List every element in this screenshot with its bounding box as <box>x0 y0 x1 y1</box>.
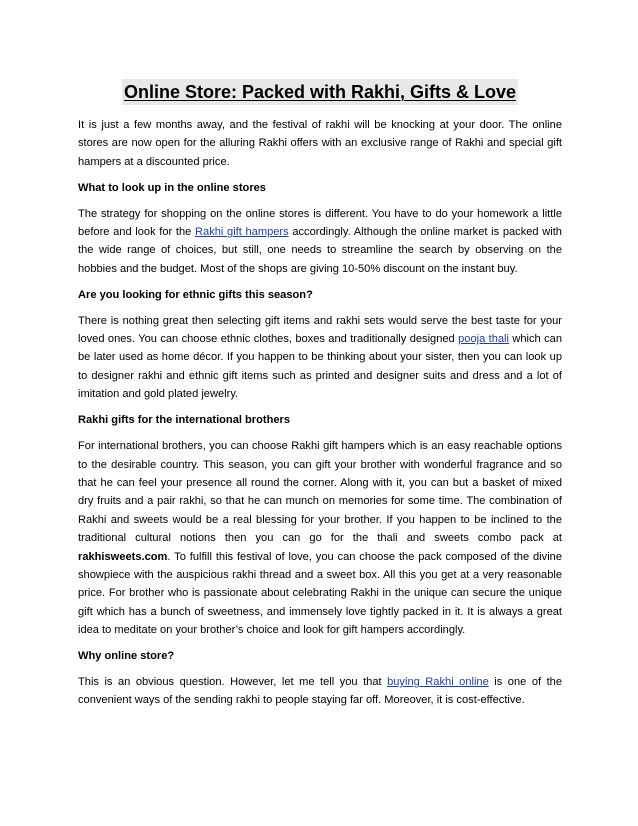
paragraph-text: For international brothers, you can choose Rakhi gift hampers which is an easy reachable options to the desirable country. This season, you can gift your brother with wonderful fragrance and so that he can feel your presence all round the corner. Along with it, you can but a basket of mixed dry fruits and a pair rakhi, so that he can munch on memories for some time. The combination of Rakhi and sweets would be a real blessing for your brother. If you happen to be inclined to the traditional cultural notions then you can go for the thali and sweets combo pack at <box>78 440 562 545</box>
section-paragraph-online-stores <box>78 205 562 279</box>
paragraph-text: There is nothing great then selecting gift items and rakhi sets would serve the best taste for your loved ones. You can choose ethnic clothes, boxes and traditionally designed <box>78 314 562 346</box>
pooja-thali-link[interactable]: pooja thali <box>458 333 509 346</box>
rakhi-gift-hampers-link[interactable]: Rakhi gift hampers <box>195 226 289 239</box>
page-title: Online Store: Packed with Rakhi, Gifts & Love <box>122 79 518 105</box>
section-paragraph-international-brothers <box>78 437 562 639</box>
section-heading-international-brothers: Rakhi gifts for the international brothers <box>78 414 291 427</box>
section-heading-why-online-store: Why online store? <box>78 650 175 663</box>
paragraph-text: which can be later used as home décor. If you happen to be thinking about your sister, then you can look up to designer rakhi and ethnic gift items such as printed and designer suits and dress and a lot of imitation and gold plated jewelry. <box>78 333 562 401</box>
site-name-bold: rakhisweets.com <box>78 550 168 563</box>
paragraph-text: This is an obvious question. However, let me tell you that <box>78 675 388 688</box>
section-heading-ethnic-gifts: Are you looking for ethnic gifts this season? <box>78 288 313 301</box>
section-heading-online-stores: What to look up in the online stores <box>78 181 266 194</box>
section-paragraph-why-online-store <box>78 673 562 710</box>
paragraph-text: . To fulfill this festival of love, you can choose the pack composed of the divine showpiece with the auspicious rakhi thread and a sweet box. All this you get at a very reasonable price. For brother who is passionate about celebrating Rakhi in the unique can secure the unique gift which has a bunch of sweetness, and immensely love tightly packed in it. It is always a great idea to meditate on your brother’s choice and look for gift hampers accordingly. <box>78 550 562 637</box>
paragraph-text: The strategy for shopping on the online stores is different. You have to do your homework a little before and look for the <box>78 207 562 239</box>
document-page <box>78 0 562 717</box>
intro-paragraph: It is just a few months away, and the festival of rakhi will be knocking at your door. The online stores are now open for the alluring Rakhi offers with an exclusive range of Rakhi and special gift hampers at a discounted price. <box>78 119 562 168</box>
buying-rakhi-online-link[interactable]: buying Rakhi online <box>387 675 489 688</box>
title-wrap <box>78 79 562 105</box>
section-paragraph-ethnic-gifts <box>78 312 562 404</box>
paragraph-text: is one of the convenient ways of the sending rakhi to people staying far off. Moreover, it is cost-effective. <box>78 675 563 707</box>
paragraph-text: accordingly. Although the online market is packed with the wide range of choices, but still, one needs to streamline the search by observing on the hobbies and the budget. Most of the shops are giving 10-50% discount on the instant buy. <box>78 226 562 275</box>
